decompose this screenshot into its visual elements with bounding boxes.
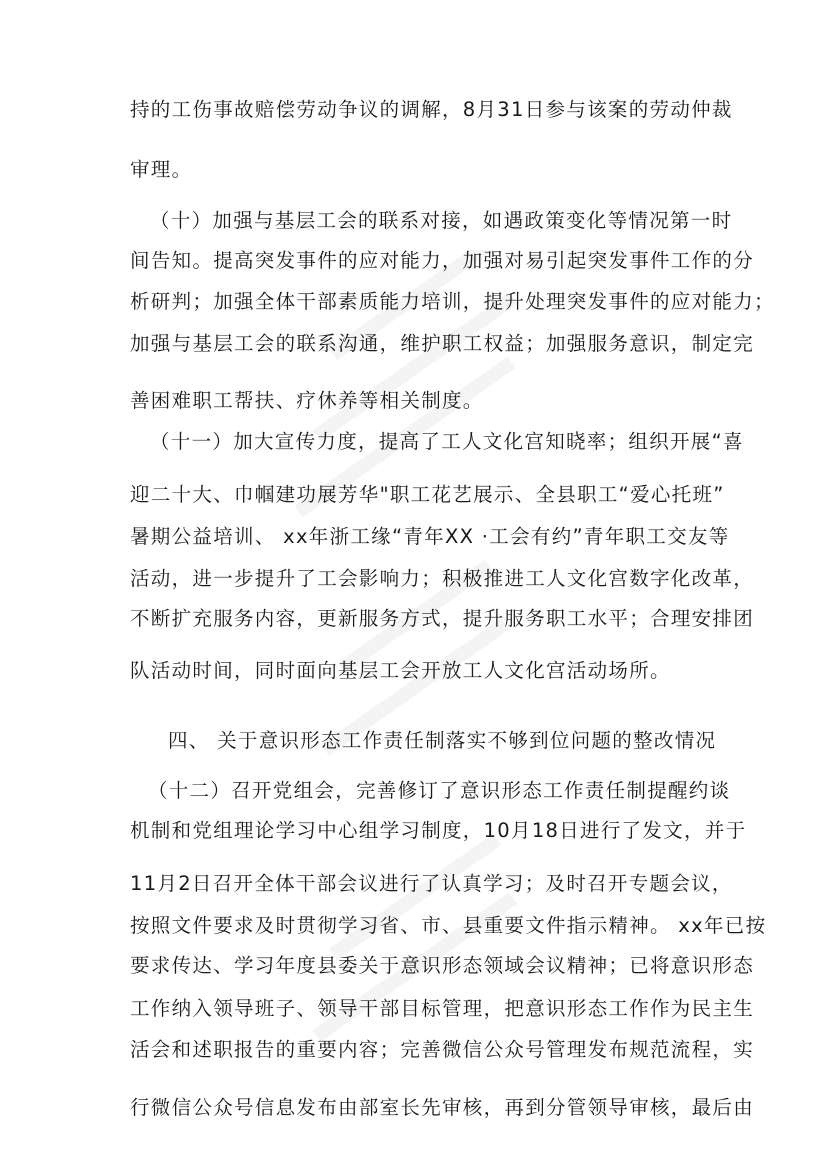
text-line-14: （十二）召开党组会，完善修订了意识形态工作责任制提醒约谈 (148, 779, 731, 802)
text-line-9: 迎二十大、巾帼建功展芳华"职工花艺展示、全县职工“爱心托班” (130, 483, 725, 506)
text-line-11: 活动，进一步提升了工会影响力；积极推进工人文化宫数字化改革， (130, 567, 755, 590)
text-line-19: 工作纳入领导班子、领导干部目标管理，把意识形态工作作为民主生 (130, 997, 755, 1020)
text-line-12: 不断扩充服务内容，更新服务方式，提升服务职工水平；合理安排团 (130, 607, 755, 630)
section-heading: 四、 关于意识形态工作责任制落实不够到位问题的整改情况 (168, 729, 717, 752)
text-line-16: 11月2日召开全体干部会议进行了认真学习；及时召开专题会议， (130, 872, 733, 895)
text-line-6: 加强与基层工会的联系沟通，维护职工权益；加强服务意识，制定完 (130, 332, 755, 355)
text-line-18: 要求传达、学习年度县委关于意识形态领域会议精神；已将意识形态 (130, 954, 755, 977)
text-line-7: 善困难职工帮扶、疗休养等相关制度。 (130, 389, 484, 412)
text-line-4: 间告知。提高突发事件的应对能力，加强对易引起突发事件工作的分 (130, 249, 755, 272)
text-line-21: 行微信公众号信息发布由部室长先审核，再到分管领导审核，最后由 (130, 1096, 755, 1119)
text-line-3: （十）加强与基层工会的联系对接，如遇政策变化等情况第一时 (150, 209, 733, 232)
text-line-1: 持的工伤事故赔偿劳动争议的调解，8月31日参与该案的劳动仲裁 (130, 98, 733, 121)
text-line-13: 队活动时间，同时面向基层工会开放工人文化宫活动场所。 (130, 659, 671, 682)
text-line-5: 析研判；加强全体干部素质能力培训，提升处理突发事件的应对能力； (130, 290, 775, 313)
text-line-2: 审理。 (130, 158, 193, 181)
text-line-17: 按照文件要求及时贯彻学习省、市、县重要文件指示精神。 xx年已按 (130, 914, 767, 937)
text-line-10: 暑期公益培训、 xx年浙工缘“青年XX ·工会有约”青年职工交友等 (130, 525, 730, 548)
text-line-20: 活会和述职报告的重要内容；完善微信公众号管理发布规范流程，实 (130, 1038, 755, 1061)
text-line-15: 机制和党组理论学习中心组学习制度，10月18日进行了发文，并于 (130, 819, 747, 842)
text-line-8: （十一）加大宣传力度，提高了工人文化宫知晓率；组织开展“喜 (150, 430, 744, 453)
